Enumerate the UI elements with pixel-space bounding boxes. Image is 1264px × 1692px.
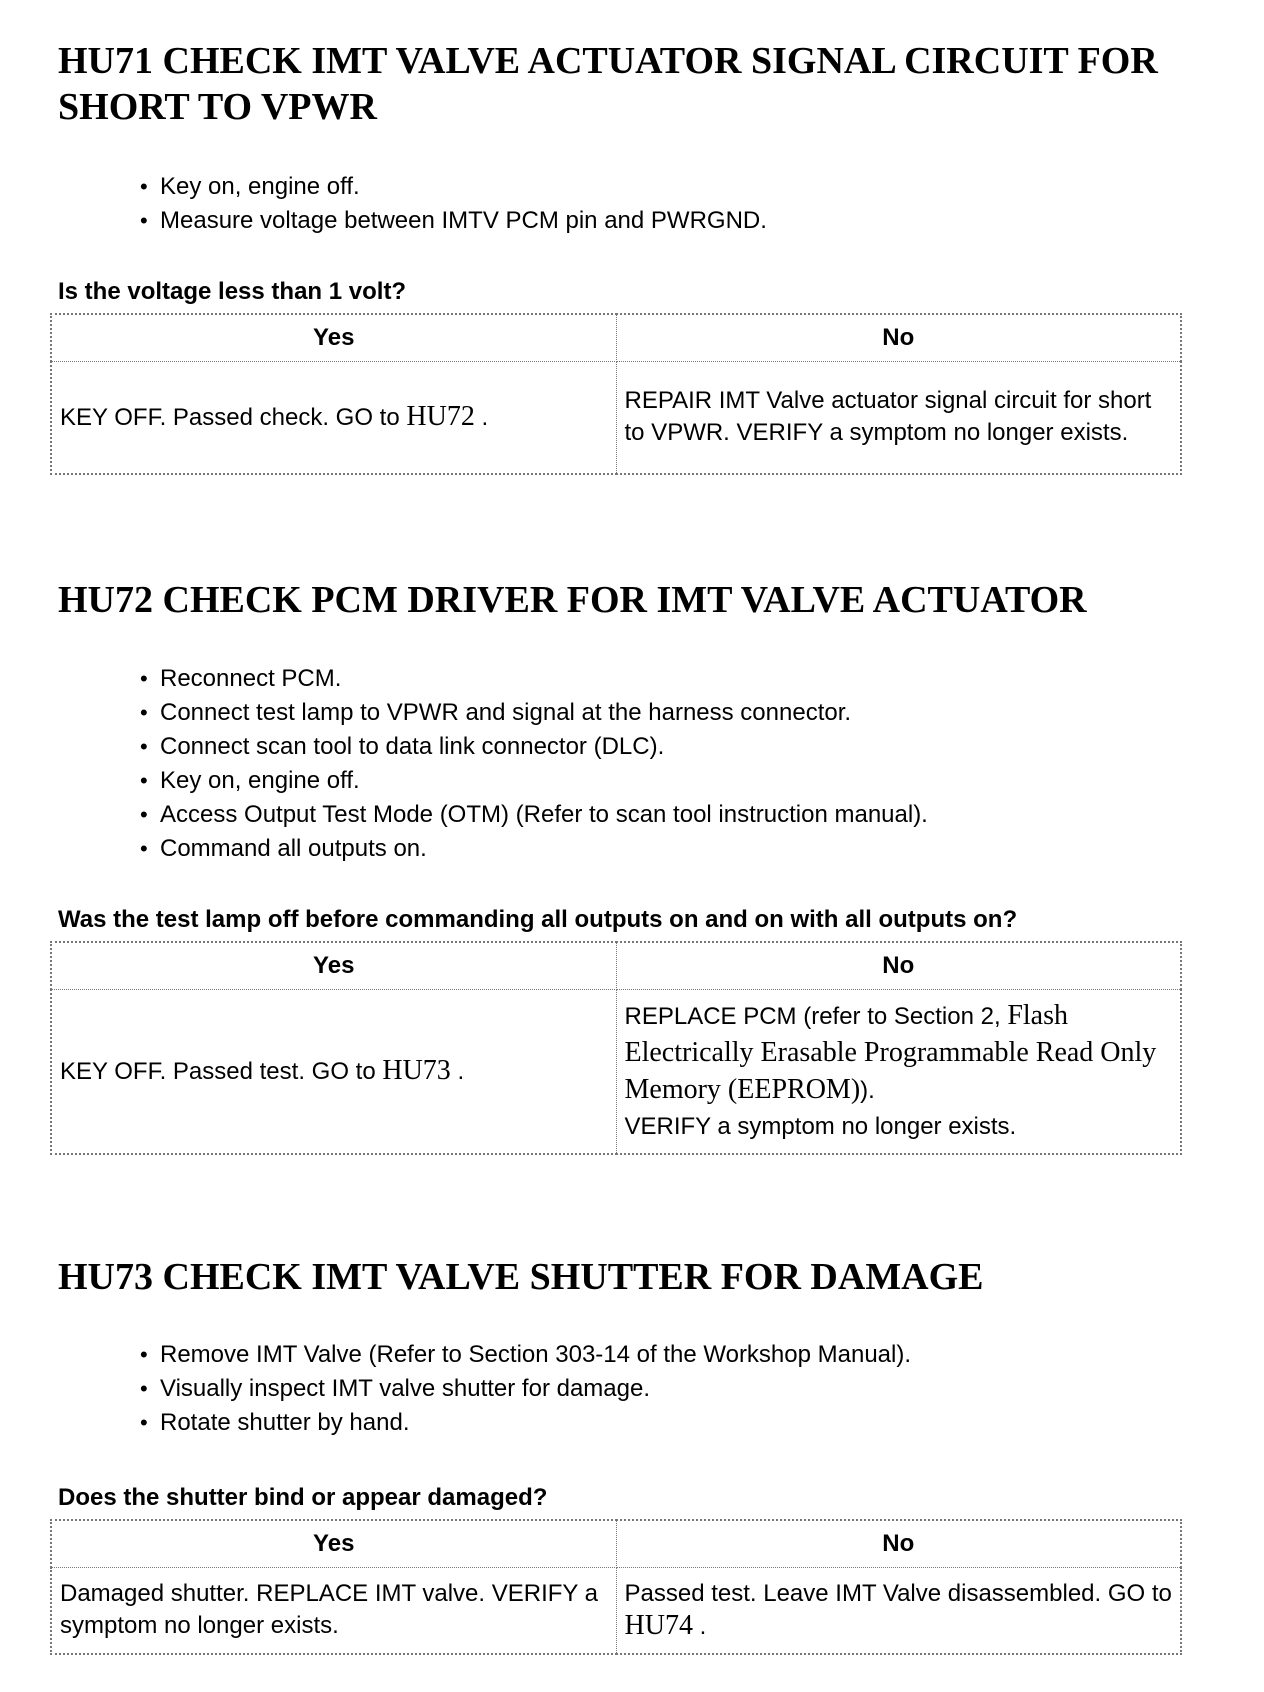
yes-header: Yes (51, 314, 616, 362)
section-title: HU72 CHECK PCM DRIVER FOR IMT VALVE ACTUATOR (58, 579, 1087, 621)
step-item: • Key on, engine off. (140, 764, 928, 798)
no-text: ). (860, 1076, 875, 1104)
step-item: • Access Output Test Mode (OTM) (Refer to scan tool instruction manual). (140, 798, 928, 832)
step-item: • Command all outputs on. (140, 832, 928, 866)
section-title (58, 38, 1238, 130)
question: Is the voltage less than 1 volt? (58, 278, 407, 305)
step-item: • Connect scan tool to data link connector (DLC). (140, 730, 928, 764)
no-cell (616, 362, 1181, 474)
yes-end: . (457, 1057, 465, 1085)
yes-text: KEY OFF. Passed check. GO to (60, 403, 400, 431)
step-list (140, 1338, 911, 1440)
section-title: HU73 CHECK IMT VALVE SHUTTER FOR DAMAGE (58, 1256, 984, 1298)
yes-header: Yes (51, 1520, 616, 1568)
ref-link[interactable]: HU74 (624, 1609, 693, 1641)
yes-text: KEY OFF. Passed test. GO to (60, 1057, 376, 1085)
question: Does the shutter bind or appear damaged? (58, 1484, 548, 1511)
step-item: • Measure voltage between IMTV PCM pin and PWRGND. (140, 204, 767, 238)
step-item: • Visually inspect IMT valve shutter for damage. (140, 1372, 911, 1406)
yes-no-table (50, 941, 1182, 1155)
yes-text: Damaged shutter. REPLACE IMT valve. VERIFY a symptom no longer exists. (60, 1580, 599, 1640)
title-line: SHORT TO VPWR (58, 86, 377, 128)
ref-link[interactable]: Flash Electrically Erasable Programmable Read Only Memory (EEPROM) (624, 999, 1157, 1105)
yes-cell (51, 1568, 616, 1654)
step-item: • Reconnect PCM. (140, 662, 928, 696)
yes-header: Yes (51, 942, 616, 990)
no-header: No (616, 942, 1181, 990)
step-item: • Connect test lamp to VPWR and signal at the harness connector. (140, 696, 928, 730)
yes-no-table (50, 1519, 1182, 1655)
step-item: • Remove IMT Valve (Refer to Section 303-14 of the Workshop Manual). (140, 1338, 911, 1372)
no-header: No (616, 314, 1181, 362)
yes-end: . (481, 403, 489, 431)
no-cell (616, 990, 1181, 1154)
no-text: REPAIR IMT Valve actuator signal circuit for short to VPWR. VERIFY a symptom no longer exists. (624, 387, 1152, 447)
no-end: . (699, 1612, 707, 1640)
no-header: No (616, 1520, 1181, 1568)
yes-cell (51, 990, 616, 1154)
step-item: • Rotate shutter by hand. (140, 1406, 911, 1440)
step-item: • Key on, engine off. (140, 170, 767, 204)
step-list (140, 662, 928, 866)
title-line: HU71 CHECK IMT VALVE ACTUATOR SIGNAL CIRCUIT FOR (58, 40, 1158, 82)
no-text: VERIFY a symptom no longer exists. (624, 1112, 1017, 1140)
question: Was the test lamp off before commanding all outputs on and on with all outputs on? (58, 906, 1018, 933)
no-text: REPLACE PCM (refer to Section 2, (624, 1002, 1001, 1030)
ref-link[interactable]: HU73 (382, 1054, 451, 1086)
step-list (140, 170, 767, 238)
yes-cell (51, 362, 616, 474)
yes-no-table (50, 313, 1182, 475)
no-cell (616, 1568, 1181, 1654)
no-text: Passed test. Leave IMT Valve disassembled. GO to (624, 1579, 1172, 1607)
ref-link[interactable]: HU72 (406, 400, 475, 432)
